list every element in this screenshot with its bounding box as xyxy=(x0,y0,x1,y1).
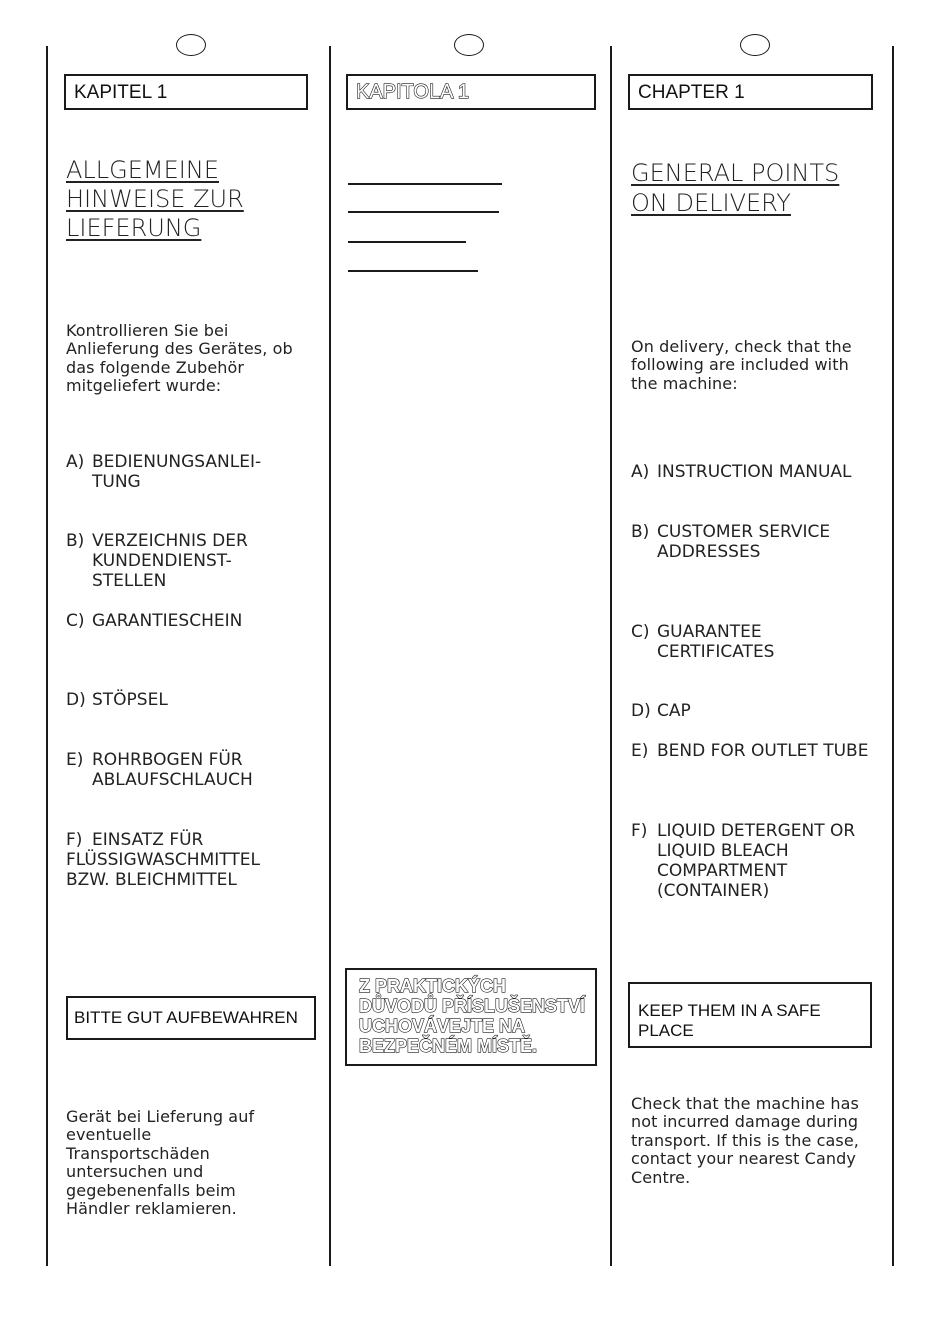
list-item: A) INSTRUCTION MANUAL xyxy=(631,462,852,482)
chapter-label: KAPITEL 1 xyxy=(74,82,168,103)
language-flag-icon xyxy=(176,34,206,56)
title-underline xyxy=(348,211,499,213)
keep-safe-box: BITTE GUT AUFBEWAHREN xyxy=(66,996,316,1040)
list-item: D) STÖPSEL xyxy=(66,690,168,710)
intro-text: Kontrollieren Sie bei Anlieferung des Gerätes, ob das folgende Zubehör mitgeliefert wurde: xyxy=(66,321,293,396)
chapter-box xyxy=(628,74,873,110)
chapter-box xyxy=(346,74,596,110)
keep-safe-box: Z PRAKTICKÝCH DŮVODŮ PŘÍSLUŠENSTVÍ UCHOVÁVEJTE NA BEZPEČNÉM MÍSTĚ. xyxy=(345,968,597,1066)
list-item: C) GUARANTEE CERTIFICATES xyxy=(631,622,775,662)
chapter-box xyxy=(64,74,308,110)
title-line: GENERAL POINTS xyxy=(631,159,840,187)
chapter-label: CHAPTER 1 xyxy=(638,82,745,103)
list-item: E) BEND FOR OUTLET TUBE xyxy=(631,741,869,761)
title-line: LIEFERUNG xyxy=(66,214,202,242)
language-flag-icon xyxy=(740,34,770,56)
column-rule-middle xyxy=(329,46,331,1266)
list-item: C) GARANTIESCHEIN xyxy=(66,611,243,631)
title-line: HINWEISE ZUR xyxy=(66,185,244,213)
title-underline xyxy=(348,270,478,272)
column-rule-edge xyxy=(892,46,894,1266)
list-item: B) VERZEICHNIS DER KUNDENDIENST- STELLEN xyxy=(66,531,248,591)
list-item: D) CAP xyxy=(631,701,691,721)
section-title xyxy=(631,158,839,218)
section-title xyxy=(66,156,244,243)
chapter-label: KAPITOLA 1 xyxy=(356,81,470,103)
intro-text: On delivery, check that the following are included with the machine: xyxy=(631,337,852,393)
column-rule-right xyxy=(610,46,612,1266)
title-underline xyxy=(348,241,466,243)
keep-safe-box: KEEP THEM IN A SAFE PLACE xyxy=(628,982,872,1048)
title-underline xyxy=(348,183,502,185)
title-line: ALLGEMEINE xyxy=(66,156,219,184)
list-item: F) LIQUID DETERGENT OR LIQUID BLEACH COMPARTMENT (CONTAINER) xyxy=(631,821,856,901)
title-line: ON DELIVERY xyxy=(631,189,791,217)
list-item: F) EINSATZ FÜR FLÜSSIGWASCHMITTEL BZW. BLEICHMITTEL xyxy=(66,830,260,890)
list-item: E) ROHRBOGEN FÜR ABLAUFSCHLAUCH xyxy=(66,750,253,790)
footer-text: Check that the machine has not incurred damage during transport. If this is the case, contact your nearest Candy Centre. xyxy=(631,1094,859,1187)
column-rule-left xyxy=(46,46,48,1266)
list-item: A) BEDIENUNGSANLEI- TUNG xyxy=(66,452,262,492)
footer-text: Gerät bei Lieferung auf eventuelle Transportschäden untersuchen und gegebenenfalls beim Händler reklamieren. xyxy=(66,1107,255,1219)
language-flag-icon xyxy=(454,34,484,56)
list-item: B) CUSTOMER SERVICE ADDRESSES xyxy=(631,522,831,562)
